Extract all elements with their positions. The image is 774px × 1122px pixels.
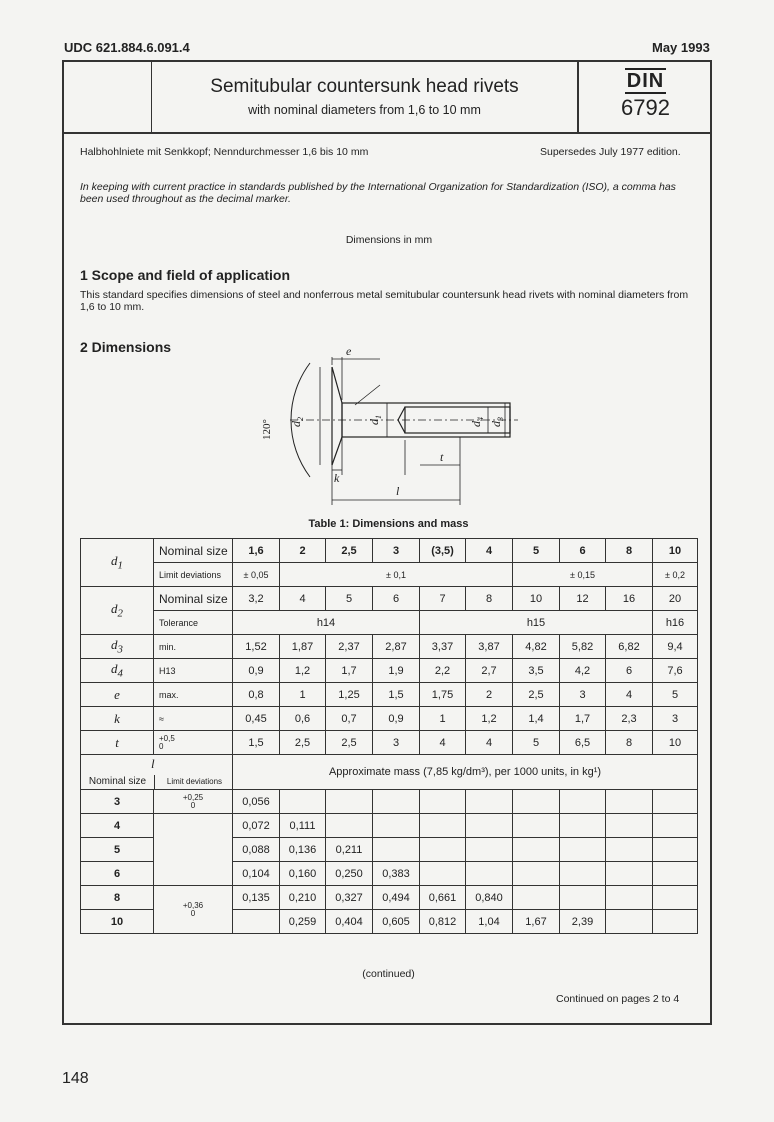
- table-cell: 6: [373, 587, 420, 611]
- dim-row-k: [81, 707, 698, 731]
- mass-cell: [606, 886, 653, 910]
- mass-cell: [420, 814, 466, 838]
- table-cell: 12: [560, 587, 606, 611]
- table-cell: 2,3: [606, 707, 653, 731]
- label-d3: $d_3$: [489, 417, 505, 427]
- table-cell: 5,82: [560, 635, 606, 659]
- table-cell: 1,75: [420, 683, 466, 707]
- mass-cell: [373, 790, 420, 814]
- mass-cell: [560, 886, 606, 910]
- d2-nominal-label: Nominal size: [154, 587, 233, 611]
- mass-row: [81, 814, 698, 838]
- table-cell: 1,5: [373, 683, 420, 707]
- table-cell: 1,7: [560, 707, 606, 731]
- table-cell: (3,5): [420, 539, 466, 563]
- label-e: e: [346, 345, 352, 358]
- table-cell: 4: [606, 683, 653, 707]
- mass-cell: 0,072: [233, 814, 280, 838]
- mass-cell: 0,210: [280, 886, 326, 910]
- mass-cell: [466, 862, 513, 886]
- table-cell: 10: [653, 539, 698, 563]
- mass-cell: [653, 838, 698, 862]
- table-cell: 2: [466, 683, 513, 707]
- table-cell: 1,87: [280, 635, 326, 659]
- table-cell: 1,2: [280, 659, 326, 683]
- table-cell: ± 0,05: [233, 563, 280, 587]
- din-logo: DIN: [626, 70, 665, 92]
- d1-nominal-label: Nominal size: [154, 539, 233, 563]
- mass-cell: 0,327: [326, 886, 373, 910]
- mass-cell: [513, 862, 560, 886]
- mass-cell: [233, 910, 280, 934]
- table-cell: 1: [280, 683, 326, 707]
- row-qualifier: min.: [154, 635, 233, 659]
- mass-row: [81, 886, 698, 910]
- section-1-heading: 1 Scope and field of application: [80, 267, 291, 283]
- length-nominal: 5: [81, 838, 154, 862]
- mass-cell: [373, 814, 420, 838]
- row-symbol: k: [81, 707, 154, 731]
- mass-cell: [560, 838, 606, 862]
- table-cell: 1,52: [233, 635, 280, 659]
- mass-cell: [420, 862, 466, 886]
- table-cell: 0,9: [233, 659, 280, 683]
- mass-cell: [606, 790, 653, 814]
- document-subtitle: with nominal diameters from 1,6 to 10 mm: [248, 103, 481, 117]
- table-cell: 4: [280, 587, 326, 611]
- table-cell: 1,4: [513, 707, 560, 731]
- title-left-cell: [62, 60, 152, 134]
- d1-symbol: $d_1$: [81, 539, 154, 587]
- mass-cell: [653, 814, 698, 838]
- table-cell: 0,7: [326, 707, 373, 731]
- continued-pages: Continued on pages 2 to 4: [556, 993, 680, 1005]
- mass-header-text: Approximate mass (7,85 kg/dm³), per 1000 units, in kg¹): [233, 755, 698, 790]
- mass-cell: 0,383: [373, 862, 420, 886]
- table-cell: 3: [560, 683, 606, 707]
- mass-cell: 0,088: [233, 838, 280, 862]
- table-cell: 1,25: [326, 683, 373, 707]
- dim-row-e: [81, 683, 698, 707]
- mass-cell: [513, 790, 560, 814]
- mass-cell: [513, 814, 560, 838]
- mass-cell: [373, 838, 420, 862]
- table-cell: 20: [653, 587, 698, 611]
- row-symbol: $d_3$: [81, 635, 154, 659]
- mass-cell: [560, 814, 606, 838]
- row-qualifier: ≈: [154, 707, 233, 731]
- mass-cell: [653, 862, 698, 886]
- table-cell: 2,5: [326, 539, 373, 563]
- length-deviation: +0,25 0: [154, 790, 233, 814]
- label-k: k: [334, 471, 340, 485]
- table-cell: 8: [466, 587, 513, 611]
- supersedes-note: Supersedes July 1977 edition.: [540, 146, 681, 158]
- table-cell: 1,9: [373, 659, 420, 683]
- dimensions-note: Dimensions in mm: [345, 234, 433, 246]
- table-cell: 3,87: [466, 635, 513, 659]
- row-symbol: $d_4$: [81, 659, 154, 683]
- table-cell: h15: [420, 611, 653, 635]
- table-cell: 16: [606, 587, 653, 611]
- table-cell: 4: [420, 731, 466, 755]
- table-cell: 1,6: [233, 539, 280, 563]
- table-cell: 10: [513, 587, 560, 611]
- label-t: t: [440, 450, 444, 464]
- mass-cell: [560, 862, 606, 886]
- table-cell: h16: [653, 611, 698, 635]
- din-block: [577, 60, 712, 134]
- table-cell: 4: [466, 731, 513, 755]
- table-cell: ± 0,1: [280, 563, 513, 587]
- table-cell: 6,5: [560, 731, 606, 755]
- mass-cell: [326, 814, 373, 838]
- length-header: [81, 755, 233, 790]
- l-nominal-label: Nominal size: [88, 776, 147, 787]
- title-center-cell: [152, 60, 577, 134]
- mass-cell: 0,661: [420, 886, 466, 910]
- mass-cell: 0,812: [420, 910, 466, 934]
- row-qualifier: max.: [154, 683, 233, 707]
- mass-cell: [420, 790, 466, 814]
- length-deviation: +0,36 0: [154, 886, 233, 934]
- table-cell: 6: [560, 539, 606, 563]
- document-title: Semitubular countersunk head rivets: [210, 76, 519, 97]
- row-qualifier: H13: [154, 659, 233, 683]
- d2-tol-label: Tolerance: [154, 611, 233, 635]
- table-cell: 7: [420, 587, 466, 611]
- mass-cell: [606, 862, 653, 886]
- label-d1: $d_1$: [367, 415, 383, 425]
- rivet-drawing: [250, 345, 530, 515]
- iso-note: In keeping with current practice in standards published by the International Organization for Standardization (ISO), a comma has been used throughout as the decimal marker.: [80, 181, 676, 205]
- mass-cell: [466, 838, 513, 862]
- mass-cell: 0,160: [280, 862, 326, 886]
- table-cell: 2,87: [373, 635, 420, 659]
- table-cell: 0,6: [280, 707, 326, 731]
- table-cell: 2,5: [513, 683, 560, 707]
- table-cell: 1,7: [326, 659, 373, 683]
- d1-limits-row: [81, 563, 698, 587]
- row-symbol: t: [81, 731, 154, 755]
- mass-cell: 0,111: [280, 814, 326, 838]
- table-cell: 2,5: [326, 731, 373, 755]
- table-cell: 2: [280, 539, 326, 563]
- table-cell: 5: [513, 731, 560, 755]
- mass-cell: [513, 838, 560, 862]
- mass-cell: 1,04: [466, 910, 513, 934]
- table-cell: 4: [466, 539, 513, 563]
- dim-row-d4: [81, 659, 698, 683]
- label-angle: 120°: [261, 419, 273, 440]
- table-cell: 6,82: [606, 635, 653, 659]
- mass-cell: 0,494: [373, 886, 420, 910]
- table-cell: ± 0,15: [513, 563, 653, 587]
- table-cell: 2,37: [326, 635, 373, 659]
- dim-row-t: [81, 731, 698, 755]
- table-cell: 4,2: [560, 659, 606, 683]
- table-cell: 3: [373, 731, 420, 755]
- length-deviation: [154, 814, 233, 886]
- table-caption: Table 1: Dimensions and mass: [308, 518, 469, 530]
- label-l: l: [396, 484, 400, 498]
- mass-cell: 0,056: [233, 790, 280, 814]
- mass-cell: 0,259: [280, 910, 326, 934]
- mass-cell: [606, 910, 653, 934]
- row-qualifier: +0,5 0: [154, 731, 233, 755]
- d2-tolerance-row: [81, 611, 698, 635]
- mass-cell: [466, 814, 513, 838]
- l-symbol: l: [151, 756, 155, 771]
- german-title: Halbhohlniete mit Senkkopf; Nenndurchmesser 1,6 bis 10 mm: [80, 146, 369, 158]
- table-cell: 1,2: [466, 707, 513, 731]
- mass-cell: [653, 886, 698, 910]
- mass-header-row: [81, 755, 698, 790]
- mass-cell: 0,404: [326, 910, 373, 934]
- table-cell: 8: [606, 539, 653, 563]
- mass-cell: [560, 790, 606, 814]
- mass-cell: 0,840: [466, 886, 513, 910]
- length-nominal: 4: [81, 814, 154, 838]
- mass-cell: [653, 790, 698, 814]
- dimensions-table: [80, 538, 698, 934]
- table-cell: 9,4: [653, 635, 698, 659]
- udc-code: UDC 621.884.6.091.4: [64, 40, 190, 55]
- mass-row: [81, 790, 698, 814]
- table-cell: 1: [420, 707, 466, 731]
- table-cell: 7,6: [653, 659, 698, 683]
- d2-symbol: $d_2$: [81, 587, 154, 635]
- table-cell: 5: [326, 587, 373, 611]
- table-cell: 3,2: [233, 587, 280, 611]
- table-cell: 3: [653, 707, 698, 731]
- table-cell: 2,7: [466, 659, 513, 683]
- table-cell: 3,37: [420, 635, 466, 659]
- mass-cell: 0,135: [233, 886, 280, 910]
- d2-nominal-row: [81, 587, 698, 611]
- section-1-body: This standard specifies dimensions of steel and nonferrous metal semitubular countersunk head rivets with nominal diameters from 1,6 to 10 mm.: [80, 289, 689, 313]
- mass-cell: 0,136: [280, 838, 326, 862]
- mass-cell: [466, 790, 513, 814]
- dim-row-d3: [81, 635, 698, 659]
- table-cell: ± 0,2: [653, 563, 698, 587]
- mass-cell: 0,104: [233, 862, 280, 886]
- section-2-heading: 2 Dimensions: [80, 339, 172, 355]
- table-cell: 5: [653, 683, 698, 707]
- mass-cell: 1,67: [513, 910, 560, 934]
- table-cell: 0,45: [233, 707, 280, 731]
- issue-date: May 1993: [652, 40, 710, 55]
- d1-nominal-row: [81, 539, 698, 563]
- mass-cell: [513, 886, 560, 910]
- page-number: 148: [62, 1070, 89, 1087]
- mass-cell: 0,250: [326, 862, 373, 886]
- table-cell: 5: [513, 539, 560, 563]
- table-cell: 2,2: [420, 659, 466, 683]
- mass-cell: [280, 790, 326, 814]
- table-cell: 0,8: [233, 683, 280, 707]
- table-cell: 1,5: [233, 731, 280, 755]
- mass-cell: [653, 910, 698, 934]
- table-cell: 10: [653, 731, 698, 755]
- mass-cell: [606, 838, 653, 862]
- table-cell: 2,5: [280, 731, 326, 755]
- length-nominal: 10: [81, 910, 154, 934]
- table-cell: 3: [373, 539, 420, 563]
- mass-cell: [326, 790, 373, 814]
- table-cell: 3,5: [513, 659, 560, 683]
- table-cell: 4,82: [513, 635, 560, 659]
- l-limit-label: Limit deviations: [154, 775, 234, 789]
- label-d2: $d_2$: [289, 417, 305, 427]
- din-number: 6792: [621, 95, 670, 120]
- mass-cell: 0,211: [326, 838, 373, 862]
- table-cell: 8: [606, 731, 653, 755]
- label-d4: $d_4$: [469, 417, 485, 427]
- mass-cell: 2,39: [560, 910, 606, 934]
- mass-cell: [606, 814, 653, 838]
- table-cell: h14: [233, 611, 420, 635]
- continued-note: (continued): [362, 968, 415, 980]
- d1-limit-label: Limit deviations: [154, 563, 233, 587]
- length-nominal: 8: [81, 886, 154, 910]
- row-symbol: e: [81, 683, 154, 707]
- mass-cell: [420, 838, 466, 862]
- mass-cell: 0,605: [373, 910, 420, 934]
- length-nominal: 6: [81, 862, 154, 886]
- table-cell: 0,9: [373, 707, 420, 731]
- table-cell: 6: [606, 659, 653, 683]
- length-nominal: 3: [81, 790, 154, 814]
